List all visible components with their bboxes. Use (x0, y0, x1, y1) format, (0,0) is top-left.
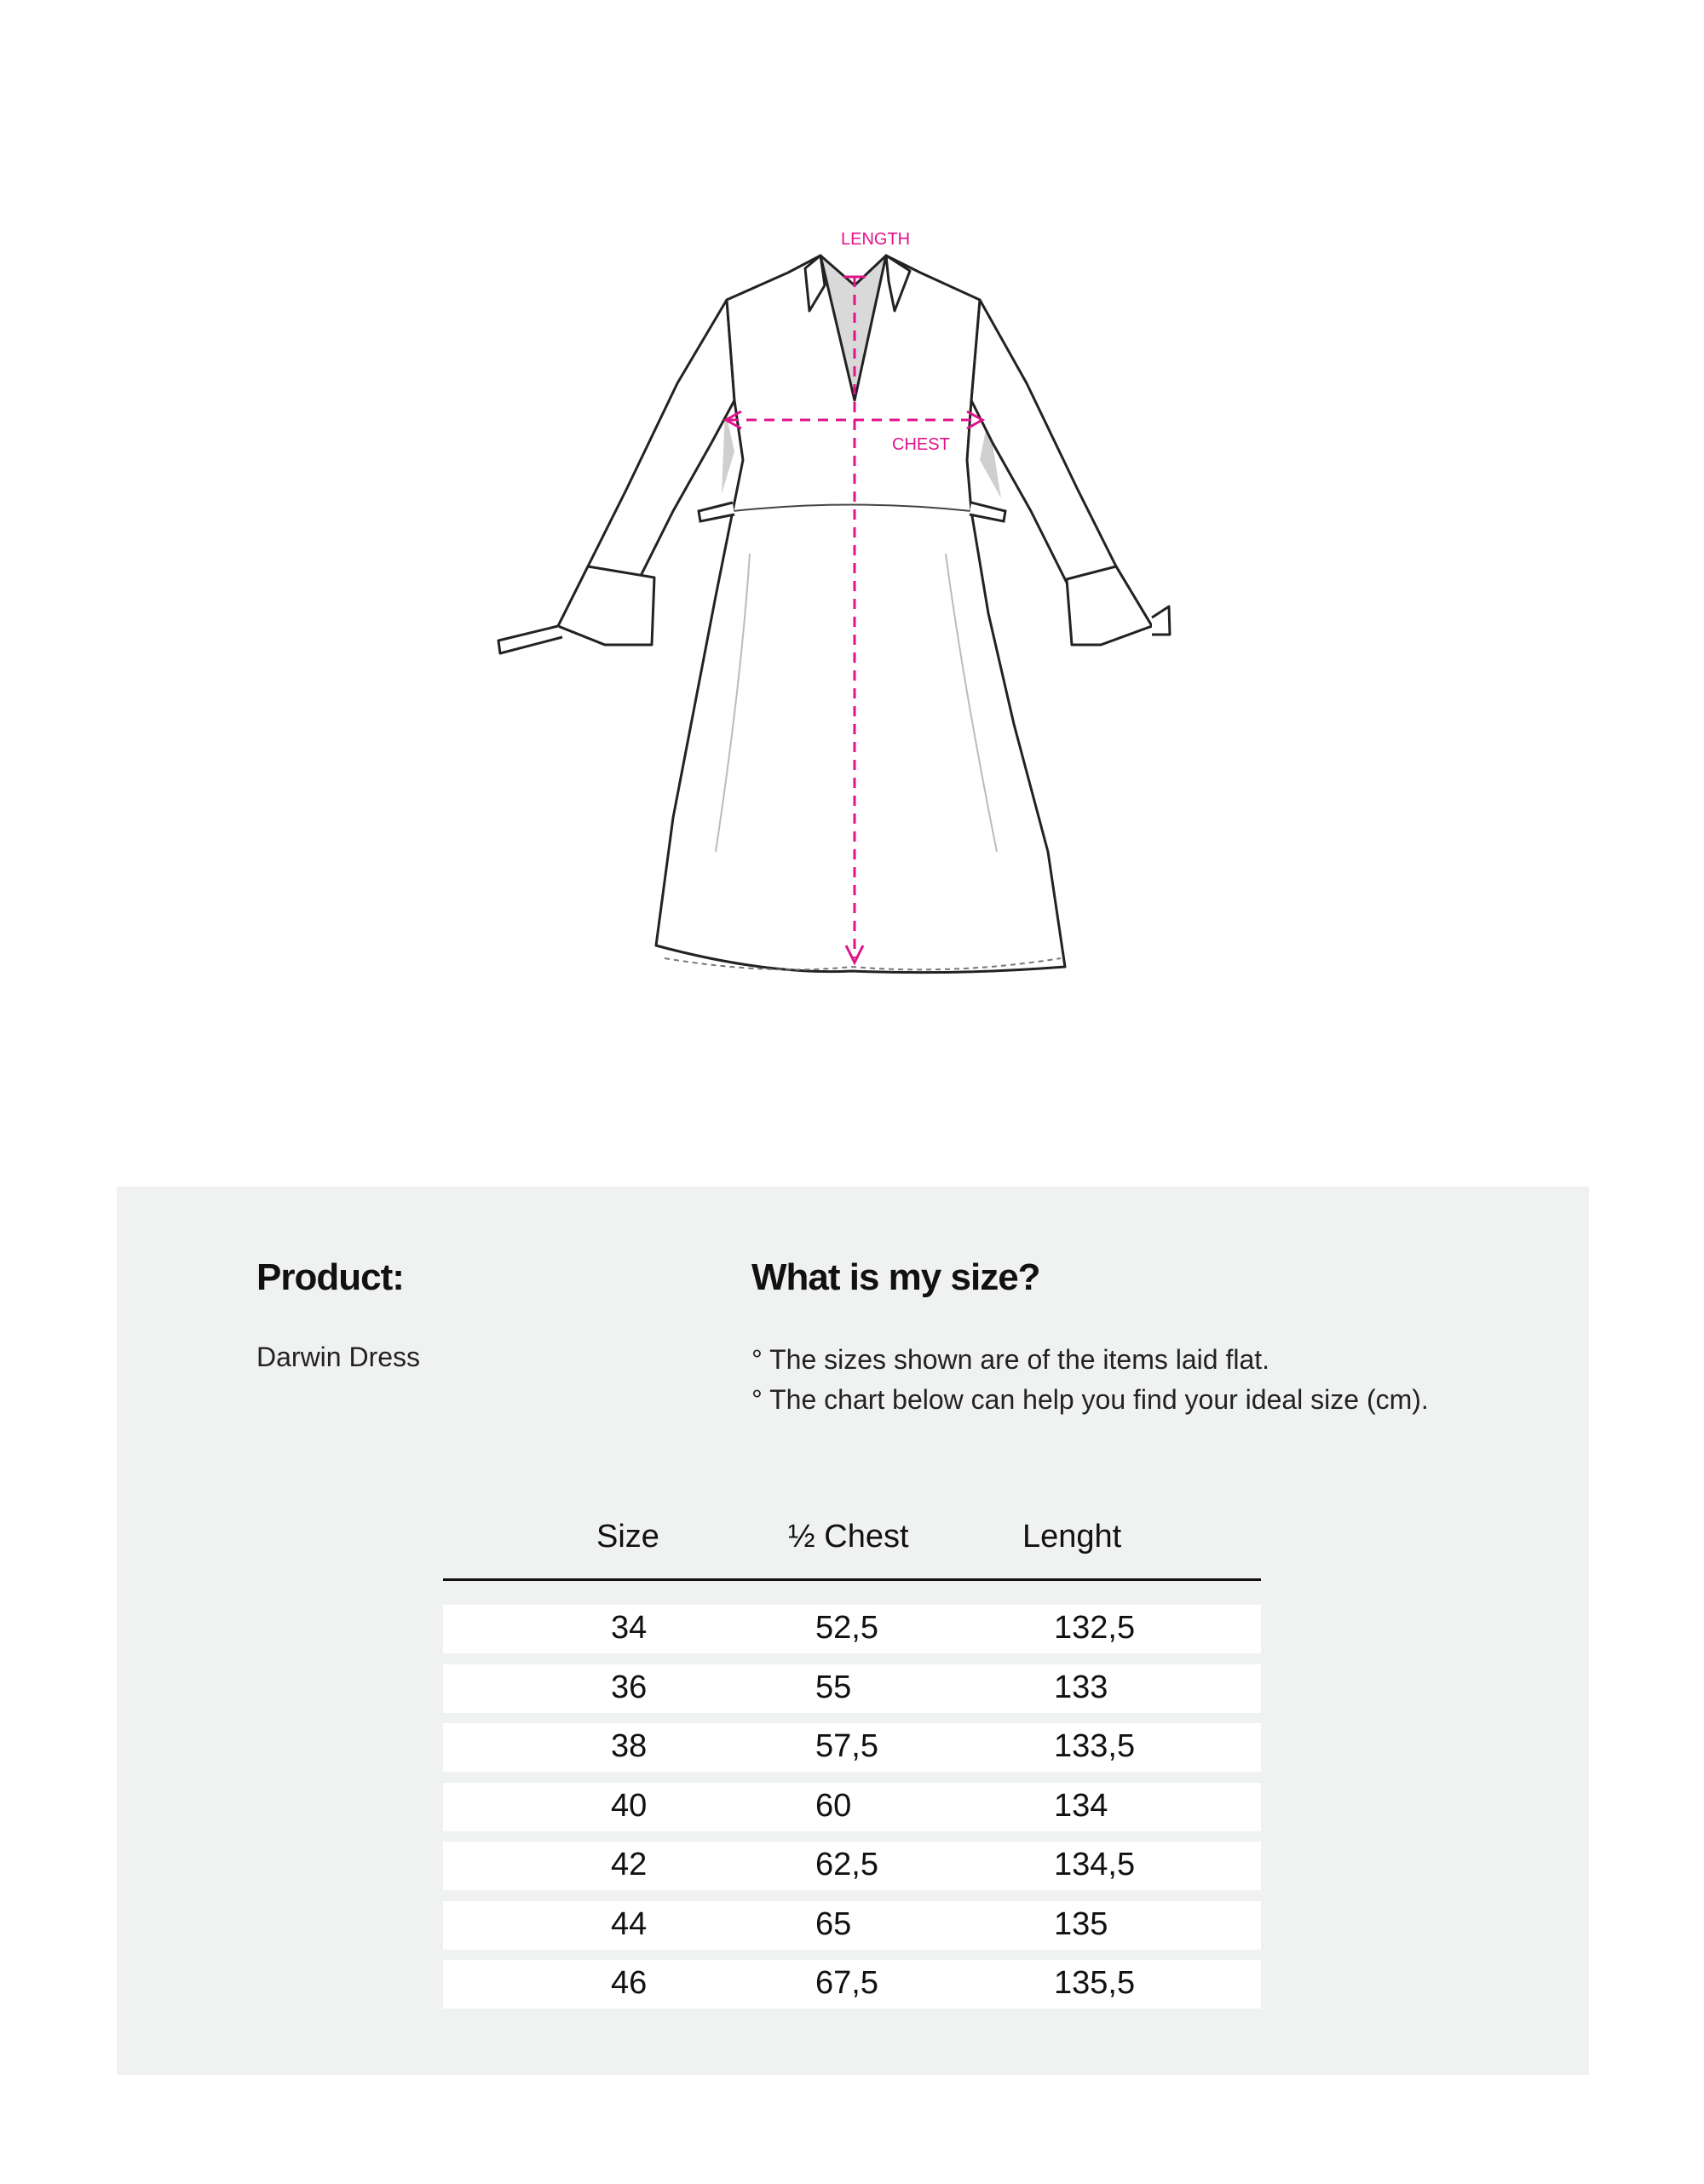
table-row (443, 1901, 1261, 1950)
table-row (443, 1605, 1261, 1653)
cell-half-chest: 52,5 (815, 1610, 878, 1646)
size-table (443, 1510, 1261, 2020)
right-cuff (1067, 566, 1152, 645)
dress-illustration (477, 217, 1227, 1001)
cell-size: 38 (611, 1728, 648, 1764)
size-note: ° The sizes shown are of the items laid flat. (751, 1344, 1270, 1375)
header-length: Lenght (1022, 1519, 1122, 1555)
belt-left (699, 503, 734, 521)
cell-length: 132,5 (1054, 1610, 1136, 1646)
size-guide-panel (117, 1187, 1589, 2075)
cell-half-chest: 57,5 (815, 1728, 878, 1764)
cell-length: 134,5 (1054, 1847, 1136, 1882)
size-note: ° The chart below can help you find your ideal size (cm). (751, 1384, 1429, 1415)
cell-length: 133,5 (1054, 1728, 1136, 1764)
header-half-chest: ½ Chest (788, 1519, 909, 1555)
right-tie (1152, 606, 1170, 635)
cell-length: 134 (1054, 1787, 1108, 1824)
product-heading: Product: (256, 1256, 404, 1298)
length-label: LENGTH (841, 230, 911, 249)
table-row (443, 1664, 1261, 1713)
belt-right (970, 503, 1005, 521)
cell-size: 40 (611, 1787, 648, 1824)
cell-half-chest: 67,5 (815, 1965, 878, 2001)
chest-label: CHEST (892, 435, 950, 454)
product-name: Darwin Dress (256, 1342, 421, 1372)
size-heading: What is my size? (751, 1256, 1040, 1298)
table-row (443, 1960, 1261, 2009)
cell-size: 34 (611, 1610, 648, 1646)
dress-diagram (477, 217, 1227, 1001)
cell-length: 135,5 (1054, 1965, 1136, 2001)
table-row (443, 1842, 1261, 1890)
left-cuff (558, 566, 654, 645)
cell-half-chest: 55 (815, 1669, 852, 1705)
cell-size: 36 (611, 1669, 648, 1705)
cell-length: 133 (1054, 1669, 1108, 1705)
cell-length: 135 (1054, 1905, 1108, 1942)
size-notes (751, 1340, 1429, 1420)
cell-half-chest: 62,5 (815, 1847, 878, 1882)
cell-size: 44 (611, 1905, 648, 1942)
table-row (443, 1783, 1261, 1831)
table-row (443, 1723, 1261, 1772)
table-header (443, 1510, 1261, 1581)
cell-half-chest: 65 (815, 1905, 852, 1942)
table-body (443, 1605, 1261, 2009)
left-tie (498, 626, 562, 653)
cell-half-chest: 60 (815, 1787, 852, 1824)
cell-size: 46 (611, 1965, 648, 2001)
cell-size: 42 (611, 1847, 648, 1882)
header-size: Size (596, 1519, 659, 1555)
